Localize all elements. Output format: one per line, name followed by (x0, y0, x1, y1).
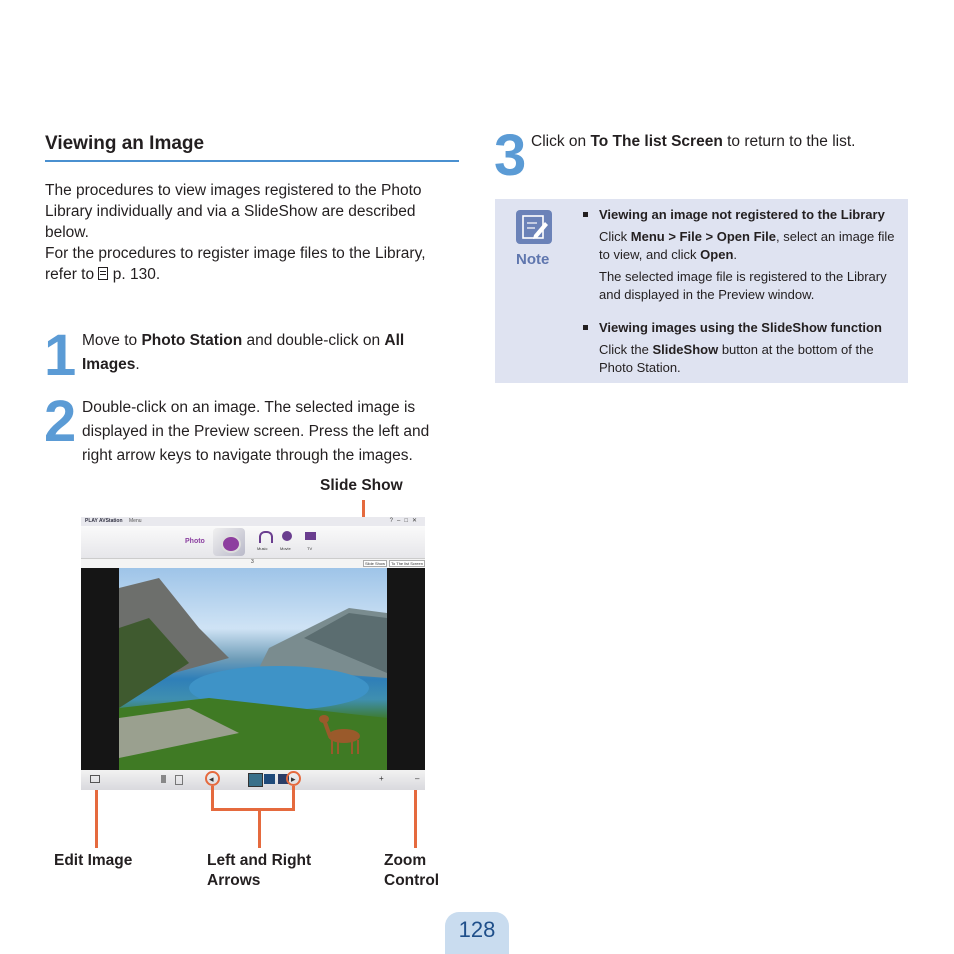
note-item-text-2: The selected image file is registered to the Library and displayed in the Preview window. (599, 269, 887, 302)
callout-slide-show: Slide Show (320, 477, 403, 494)
page-reference-icon (98, 267, 108, 280)
step-number-3: 3 (494, 123, 525, 188)
note-list (582, 206, 902, 377)
note1-bold-a: Menu > File > Open File (630, 229, 776, 244)
callout-arrows-line1: Left and Right (207, 852, 312, 869)
window-titlebar (81, 517, 425, 526)
note-item-heading: Viewing images using the SlideShow function (599, 320, 882, 335)
note1-text-b: , select an image file to view, and click (599, 229, 895, 262)
intro-ref-text: For the procedures to register image files to the Library, refer to (45, 245, 426, 283)
zoom-in-icon[interactable]: + (379, 774, 384, 783)
intro-paragraph-1: The procedures to view images registered to the Photo Library individually and via a SlideShow are described below. (45, 182, 422, 241)
step1-text-b: and double-click on (242, 332, 385, 349)
intro-paragraph-2 (45, 243, 450, 285)
note2-text-b: button at the bottom of the Photo Station. (599, 342, 874, 375)
note-item-heading: Viewing an image not registered to the Library (599, 207, 885, 222)
left-arrow-icon[interactable]: ◂ (209, 774, 214, 784)
image-counter: 3 (251, 559, 254, 565)
tv-icon (305, 532, 316, 540)
step3-bold: To The list Screen (590, 133, 723, 150)
callout-line-arrows-stem (258, 808, 261, 848)
list-screen-button[interactable]: To The list Screen (391, 561, 423, 566)
bullet-square-icon (583, 325, 588, 330)
rotate-icon[interactable] (175, 775, 183, 785)
step-number-1: 1 (44, 323, 75, 388)
intro-text (45, 180, 450, 285)
callout-arrows (207, 851, 311, 891)
note1-text-a: Click (599, 229, 631, 244)
tab-music[interactable]: Music (257, 546, 268, 551)
step1-text-a: Move to (82, 332, 142, 349)
bullet-square-icon (583, 212, 588, 217)
preview-toolbar (81, 558, 425, 568)
slide-show-button[interactable]: Slide Show (365, 561, 386, 566)
callout-circle-left (205, 771, 220, 786)
tab-photo[interactable]: Photo (185, 538, 205, 545)
note-label: Note (516, 251, 550, 268)
zoom-out-icon[interactable]: – (415, 774, 420, 783)
headphones-icon (259, 531, 273, 543)
edit-image-icon[interactable] (90, 775, 100, 783)
right-arrow-icon[interactable]: ▸ (291, 774, 296, 784)
camera-icon (213, 528, 245, 556)
bottom-toolbar (81, 770, 425, 790)
window-controls[interactable]: ?–□✕ (389, 518, 421, 524)
callout-line-arrows-bar (211, 808, 295, 811)
note1-text-c: . (733, 247, 738, 262)
step3-text-b: to return to the list. (722, 133, 856, 150)
step-text-1 (82, 329, 447, 377)
callout-line-edit (95, 790, 98, 848)
section-title: Viewing an Image (45, 133, 205, 154)
tab-movie[interactable]: Movie (280, 546, 291, 551)
step-text-2: Double-click on an image. The selected image is displayed in the Preview screen. Press the left and right arrow keys to navigate through the images. (82, 399, 430, 464)
note-pencil-icon (516, 210, 552, 244)
film-reel-icon (282, 531, 292, 541)
step-number-2: 2 (44, 389, 75, 454)
page-number: 128 (458, 917, 496, 942)
intro-ref-page: p. 130. (108, 266, 161, 283)
section-divider (45, 160, 459, 162)
thumbnail[interactable] (264, 774, 275, 784)
callout-line-zoom (414, 790, 417, 848)
photo-station-screenshot (81, 517, 425, 790)
step1-bold-a: Photo Station (141, 332, 243, 349)
callout-circle-right (286, 771, 301, 786)
note-item-text (599, 228, 902, 264)
tab-tv[interactable]: TV (307, 546, 313, 551)
callout-zoom-line1: Zoom (384, 852, 427, 869)
callout-zoom-line2: Control (384, 872, 440, 889)
note-item (582, 319, 902, 377)
note-item-text (599, 341, 902, 377)
callout-edit-image: Edit Image (54, 852, 133, 869)
step-text-3 (531, 130, 911, 154)
step1-text-c: . (135, 356, 140, 373)
callout-zoom (384, 851, 439, 891)
app-brand: PLAY AVStation (85, 518, 123, 524)
volume-icon[interactable] (161, 775, 166, 783)
note2-text-a: Click the (599, 342, 653, 357)
preview-photo[interactable] (119, 568, 387, 770)
callout-arrows-line2: Arrows (207, 872, 261, 889)
menu-button[interactable]: Menu (129, 518, 142, 524)
note1-bold-b: Open (700, 247, 734, 262)
thumbnail[interactable] (248, 773, 263, 787)
step3-text-a: Click on (531, 133, 591, 150)
category-bar (81, 526, 425, 558)
step1-bold-b: All Images (82, 332, 405, 373)
note2-bold: SlideShow (652, 342, 719, 357)
note-item (582, 206, 902, 304)
